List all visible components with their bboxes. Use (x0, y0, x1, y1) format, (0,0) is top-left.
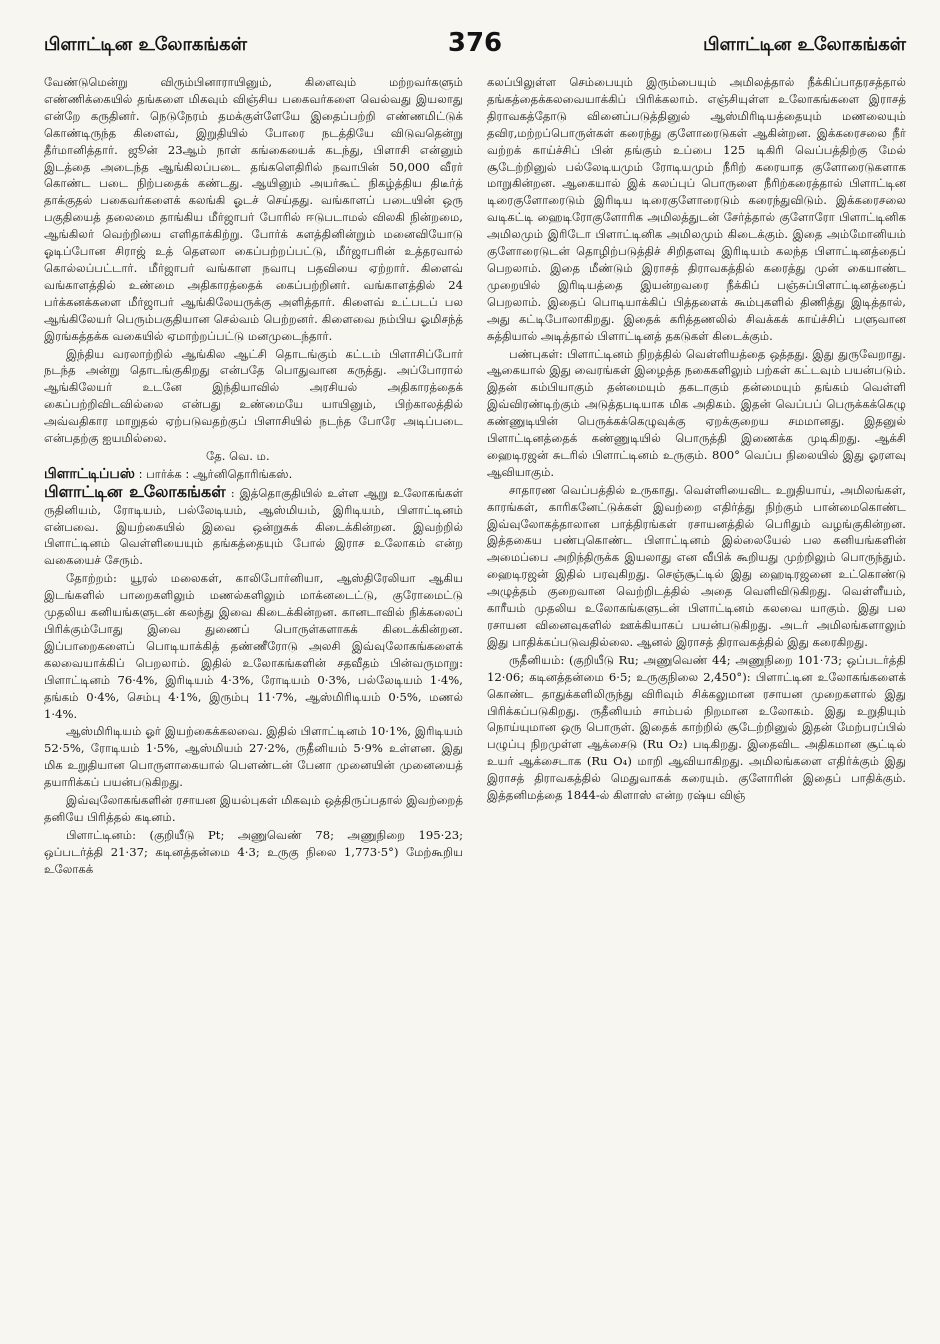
paragraph: சாதாரண வெப்பத்தில் உருகாது. வெள்ளியைவிட உறுதியாய், அமிலங்கள், காரங்கள், காரிகனேட்டுக்கள் இவற்றை எதிர்த்து நிற்கும் பான்மைகொண்ட இவ்வுலோகத்தாலான பாத்திரங்கள் ரசாயனத்தில் பெரிதும் வழங்குகின்றன. இத்தகைய பண்புகொண்ட பிளாட்டினம் இல்லையேல் பல கனியங்களின் அமைப்பை அறிந்திருக்க இயலாது என வீபிக் கூறியது முற்றிலும் பொருந்தும். ஹைடிரஜன் இதில் பரவுகிறது. செஞ்சூட்டில் இது ஹைடிரஜனை உட்கொண்டு அழுத்தம் குறைவான வெற்றிடத்தில் அதை வெளிவிடுகிறது. வெள்ளீயம், காரீயம் முதலிய உலோகங்களுடன் பிளாட்டினம் கலவை யாகும். இது பல ரசாயன வினைவுகளில் ஊக்கியாகப் பயன்படுகிறது. அடர் அமிலங்களாலும் இது பாதிக்கப்படுவதில்லை. ஆனல் இராசத் திராவகத்தில் இது கரைகிறது. (487, 482, 906, 649)
page-number: 376 (447, 28, 503, 58)
right-column (487, 74, 906, 1324)
subhead-label: தோற்றம் (66, 571, 113, 586)
running-head-left: பிளாட்டின உலோகங்கள் (44, 34, 247, 55)
paragraph-ruthenium (487, 652, 906, 804)
subhead-label: ருதீனியம் (509, 652, 561, 667)
author-initials: தே. வெ. ம. (206, 448, 270, 463)
entry-title: பிளாட்டிப்பஸ் (44, 465, 135, 482)
subhead-text: : யூரல் மலைகள், காலிபோர்னியா, ஆஸ்திரேலியா ஆகிய இடங்களில் பாறைகளிலும் மணல்களிலும் மாக்னடைட்டு, குரோமைட்டு முதலிய கனியங்களுடன் கலந்து இவை கிடைக்கின்றன. கானடாவில் நிக்கலைப் பிரிக்கும்போது இவை துணைப் பொருள்களாகக் கிடைக்கின்றன. இப்பாறைகளைப் பொடியாக்கித் தண்ணீரோடு அலசி இவ்வுலோகங்களைக் கலவையாக்கிப் பெறலாம். இதில் உலோகங்களின் சதவீதம் பின்வருமாறு: பிளாட்டினம் 76·4%, இரிடியம் 4·3%, ரோடியம் 0·3%, பல்லேடியம் 1·4%, தங்கம் 0·4%, செம்பு 4·1%, இரும்பு 11·7%, ஆஸ்மிரிடியம் 0·5%, மணல் 1·4%. (44, 571, 463, 721)
author-initials-line (44, 448, 463, 465)
paragraph-properties (487, 346, 906, 481)
subhead-text: : (குறியீடு Pt; அணுவெண் 78; அணுநிறை 195·23; ஒப்படர்த்தி 21·37; கடினத்தன்மை 4·3; உருகு நிலை 1,773·5°) மேற்கூறிய உலோகக் (44, 827, 463, 876)
paragraph: கலப்பிலுள்ள செம்பையும் இரும்பையும் அமிலத்தால் நீக்கிப்பாதரசத்தால் தங்கத்தைக்கலவையாக்கிப் பிரிக்கலாம். எஞ்சியுள்ள உலோகங்களை இராசத் திராவகத்தோடு வினைப்படுத்தினுல் ஆஸ்மிரிடியத்தையும் மணலையும் தவிர,மற்றப்பொருள்கள் கரைந்து குளோரைடுகள் ஆகின்றன. இக்கரைசலை நீர் வற்றக் காய்ச்சிப் பின் தங்கும் உப்பை 125 டிகிரி வெப்பத்திற்கு மேல் சூடேற்றினுல் பல்லேடியமும் ரோடியமும் நீரிற் கரையாத குளோரைடுகளாக மாறுகின்றன. ஆகையால் இக் கலப்புப் பொருளை நீரிற்கரைத்தால் பிளாட்டின டிரைகுளோரைடும் இரிடிய டிரைகுளோரைடும் கரைந்துவிடும். இக்கரைசலை வடிகட்டி ஹைடிரோகுளோரிக அமிலத்துடன் சேர்த்தால் குளோரோ பிளாட்டினிக அமிலமும் இரிடோ பிளாட்டினிக அமிலமும் கிடைக்கும். இதை அம்மோனியம் குளோரைடுடன் தொழிற்படுத்திச் சிறிதளவு இரிடியம் கலந்த பிளாட்டினத்தைப் பெறலாம். இதை மீண்டும் இராசத் திராவகத்தில் கரைத்து முன் கையாண்ட முறையில் இரிடியத்தை இயன்றவரை நீக்கிப் பஞ்சுப்பிளாட்டினத்தைப் பெறலாம். இதைப் பொடியாக்கிப் பித்தளைக் கூம்புகளில் திணித்து இடித்தால், அது கட்டிபோலாகிறது. இதைக் கரித்தணலில் சிவக்கக் காய்ச்சிப் பளுவான சுத்தியால் அடித்தால் பிளாட்டினத் தகடுகள் கிடைக்கும். (487, 75, 906, 343)
cross-reference: : பார்க்க : ஆர்னிதொரிங்கஸ். (138, 466, 293, 481)
paragraph-origin (44, 570, 463, 722)
paragraph: வேண்டுமென்று விரும்பினாராயினும், கிளைவும் மற்றவர்களும் எண்ணிக்கையில் தங்களை மிகவும் விஞ்சிய பகைவர்களை வெல்வது இயலாது என்றே கருதினர். நெடுநேரம் தமக்குள்ளேயே இதைப்பற்றி எண்ணமிட்டுக் கொண்டிருந்த கிளைவ், இறுதியில் போரை நடத்தியே விடுவதென்று தீர்மானித்தார். ஜூன் 23ஆம் நாள் கங்கையைக் கடந்து, பிளாசி என்னும் இடத்தை அடைந்த ஆங்கிலப்படை தங்களெதிரில் நவாபின் 50,000 வீரர் கொண்ட படை நிற்பதைக் கண்டது. ஆயினும் அயர்கூட் நிகழ்த்திய திடீர்த் தாக்குதல் பகைவர்களைக் கலங்கி ஓடச் செய்தது. வங்காளப் படையின் ஒரு பகுதியைத் தலைமை தாங்கிய மீர்ஜாபர் போரில் ஈடுபடாமல் விலகி நின்றமை, ஆங்கிலர் வெற்றியை எளிதாக்கிற்று. போர்க் களத்தினின்றும் மனைவியோடு ஓடிப்போன சிராஜ் உத் தௌலா கைப்பற்றப்பட்டு, மீர்ஜாபரின் உத்தரவால் கொல்லப்பட்டார். மீர்ஜாபர் வங்காள நவாபு பதவியை ஏற்றார். கிளைவ் வங்காளத்தில் உண்மை அதிகாரத்தைக் கைப்பற்றினர். வங்காளத்தில் 24 பர்க்கனக்களை மீர்ஜாபர் ஆங்கிலேயருக்கு அளித்தார். கிளைவ் உட்படப் பல ஆங்கிலேயர் பெரும்பகுதியான செல்வம் பெற்றனர். கிளைவை நம்பிய ஓமிசந்த் இரங்கத்தக்க வகையில் ஏமாற்றப்பட்டு மனமுடைந்தார். (44, 75, 463, 343)
paragraph: இவ்வுலோகங்களின் ரசாயன இயல்புகள் மிகவும் ஒத்திருப்பதால் இவற்றைத் தனியே பிரித்தல் கடினம். (44, 793, 463, 824)
entry-platypus (44, 466, 463, 483)
entry-text: : இத்தொகுதியில் உள்ள ஆறு உலோகங்கள் ருதினியம், ரோடியம், பல்லேடியம், ஆஸ்மியம், இரிடியம், பிளாட்டினம் என்பவை. இயற்கையில் இவை ஒன்றுசுக் கிடைக்கின்றன. இவற்றில் பிளாட்டினம் வெள்ளியையும் தங்கத்தையும் போல் இராச உலோகம் என்ற வகையைச் சேரும். (44, 485, 463, 568)
paragraph: இந்திய வரலாற்றில் ஆங்கில ஆட்சி தொடங்கும் கட்டம் பிளாசிப்போர் நடந்த அன்று தொடங்குகிறது என்பதே பொதுவான கருத்து. அப்போரால் ஆங்கிலேயர் உடனே இந்தியாவில் அரசியல் அதிகாரத்தைக் கைப்பற்றிவிடவில்லை என்பது உண்மையே யாயினும், பிற்காலத்தில் அவ்வதிகார மாறுதல் ஏற்படுவதற்குப் பிளாசியில் நடந்த போரே அடிப்படை என்பதற்கு ஐயமில்லை. (44, 346, 463, 446)
paragraph-platinum (44, 827, 463, 878)
page-header (44, 28, 906, 74)
running-head-right: பிளாட்டின உலோகங்கள் (703, 34, 906, 55)
entry-platinum-metals (44, 481, 463, 570)
left-column (44, 74, 463, 1324)
entry-title: பிளாட்டின உலோகங்கள் (44, 481, 226, 501)
subhead-label: பிளாட்டினம் (66, 827, 133, 842)
subhead-text: : (குறியீடு Ru; அணுவெண் 44; அணுநிறை 101·73; ஒப்படர்த்தி 12·06; கடினத்தன்மை 6·5; உருகுநிலை 2,450°): பிளாட்டின உலோகங்களைக் கொண்ட தாதுக்களிலிருந்து விரிவும் சிக்கலுமான ரசாயன முறைகளால் இது பிரிக்கப்படுகிறது. ருதீனியம் சாம்பல் நிறமான உலோகம். இது உறுதியும் நொய்யுமான ஒரு பொருள். இதைக் காற்றில் சூடேற்றினுல் இதன் மேற்பரப்பில் பழுப்பு நிறமுள்ள ஆக்சைடு (Ru O₂) படிகிறது. இதைவிட அதிகமான சூட்டில் உயர் ஆக்சைடாக (Ru O₄) மாறி ஆவியாகிறது. அமிலங்களை எதிர்க்கும் இது இராசத் திராவகத்தில் மெதுவாகக் கரையும். குளோரின் இதைப் பாதிக்கும். இத்தனிமத்தை 1844-ல் கிளாஸ் என்ற ரஷ்ய விஞ் (487, 652, 906, 803)
text-columns (44, 74, 906, 1324)
subhead-text: : பிளாட்டினம் நிறத்தில் வெள்ளியத்தை ஒத்தது. இது துருவேறாது. ஆகையால் இது வைரங்கள் இழைத்த நகைகளிலும் பற்கள் கட்டவும் பயன்படும். இதன் கம்பியாகும் தன்மையும் தகடாகும் தன்மையும் தங்கம் வெள்ளி இவ்விரண்டிற்கும் அடுத்தபடியாக மிக அதிகம். இதன் வெப்பப் பெருக்கக்கெழு கண்ணுடியின் பெருக்கக்கெழுவுக்கு ஏறக்குறைய சமமானது. இதனுல் பிளாட்டினத்தைக் கண்ணுடியில் பொருத்தி இணைக்க முடிகிறது. ஆக்சி ஹைடிரஜன் சுடரில் பிளாட்டினம் உருகும். 800° வெப்ப நிலையில் இது ஓரளவு ஆவியாகும். (487, 346, 906, 479)
paragraph: ஆஸ்மிரிடியம் ஓர் இயற்கைக்கலவை. இதில் பிளாட்டினம் 10·1%, இரிடியம் 52·5%, ரோடியம் 1·5%, ஆஸ்மியம் 27·2%, ருதீனியம் 5·9% உள்ளன. இது மிக உறுதியான பொருளாகையால் பௌண்டன் பேனா முனையின் முனையைத் தயாரிக்கப் பயன்படுகிறது. (44, 724, 463, 790)
subhead-label: பண்புகள் (509, 346, 559, 361)
